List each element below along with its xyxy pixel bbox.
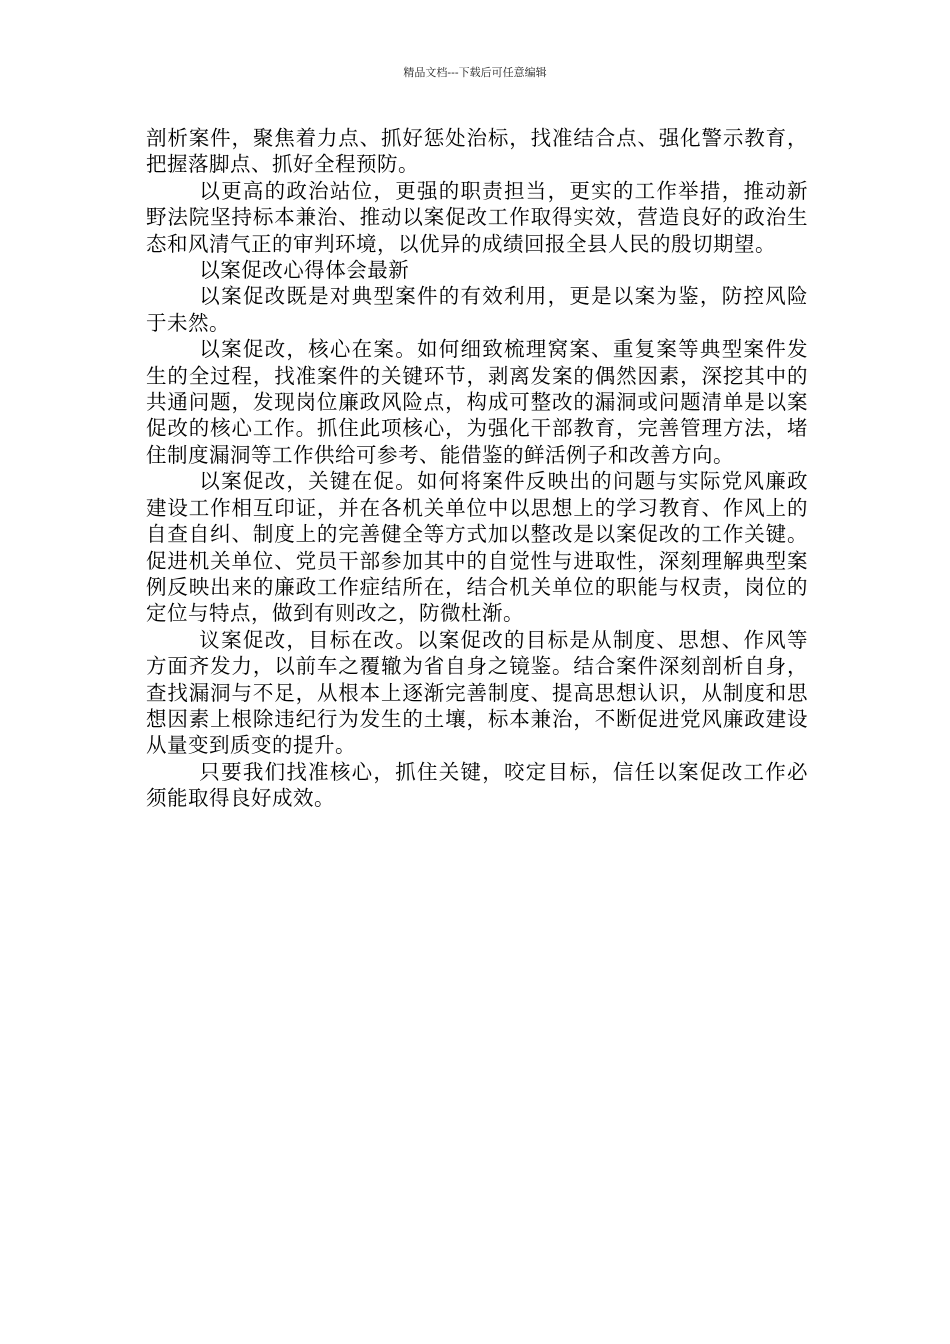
page-header: 精品文档---下载后可任意编辑 bbox=[403, 66, 547, 79]
paragraph-2: 以更高的政治站位，更强的职责担当，更实的工作举措，推动新野法院坚持标本兼治、推动以案促改工作取得实效，营造良好的政治生态和风清气正的审判环境，以优异的成绩回报全县人民的殷切期望。 bbox=[146, 178, 808, 256]
paragraph-3: 以案促改既是对典型案件的有效利用，更是以案为鉴，防控风险于未然。 bbox=[146, 284, 808, 335]
section-heading: 以案促改心得体会最新 bbox=[199, 258, 410, 283]
paragraph-4: 以案促改，核心在案。如何细致梳理窝案、重复案等典型案件发生的全过程，找准案件的关键环节，剥离发案的偶然因素，深挖其中的共通问题，发现岗位廉政风险点，构成可整改的漏洞或问题清单是以案促改的核心工作。抓住此项核心，为强化干部教育，完善管理方法，堵住制度漏洞等工作供给可参考、能借鉴的鲜活例子和改善方向。 bbox=[146, 337, 808, 467]
paragraph-6: 议案促改，目标在改。以案促改的目标是从制度、思想、作风等方面齐发力，以前车之覆辙为省自身之镜鉴。结合案件深刻剖析自身，查找漏洞与不足，从根本上逐渐完善制度、提高思想认识，从制度和思想因素上根除违纪行为发生的土壤，标本兼治，不断促进党风廉政建设从量变到质变的提升。 bbox=[146, 627, 808, 758]
document-body bbox=[146, 125, 808, 812]
paragraph-7: 只要我们找准核心，抓住关键，咬定目标，信任以案促改工作必须能取得良好成效。 bbox=[146, 759, 808, 811]
paragraph-1: 剖析案件，聚焦着力点、抓好惩处治标，找准结合点、强化警示教育，把握落脚点、抓好全程预防。 bbox=[146, 126, 808, 177]
paragraph-5: 以案促改，关键在促。如何将案件反映出的问题与实际党风廉政建设工作相互印证，并在各机关单位中以思想上的学习教育、作风上的自查自纠、制度上的完善健全等方式加以整改是以案促改的工作关键。促进机关单位、党员干部参加其中的自觉性与进取性，深刻理解典型案例反映出来的廉政工作症结所在，结合机关单位的职能与权责，岗位的定位与特点，做到有则改之，防微杜渐。 bbox=[146, 469, 808, 626]
